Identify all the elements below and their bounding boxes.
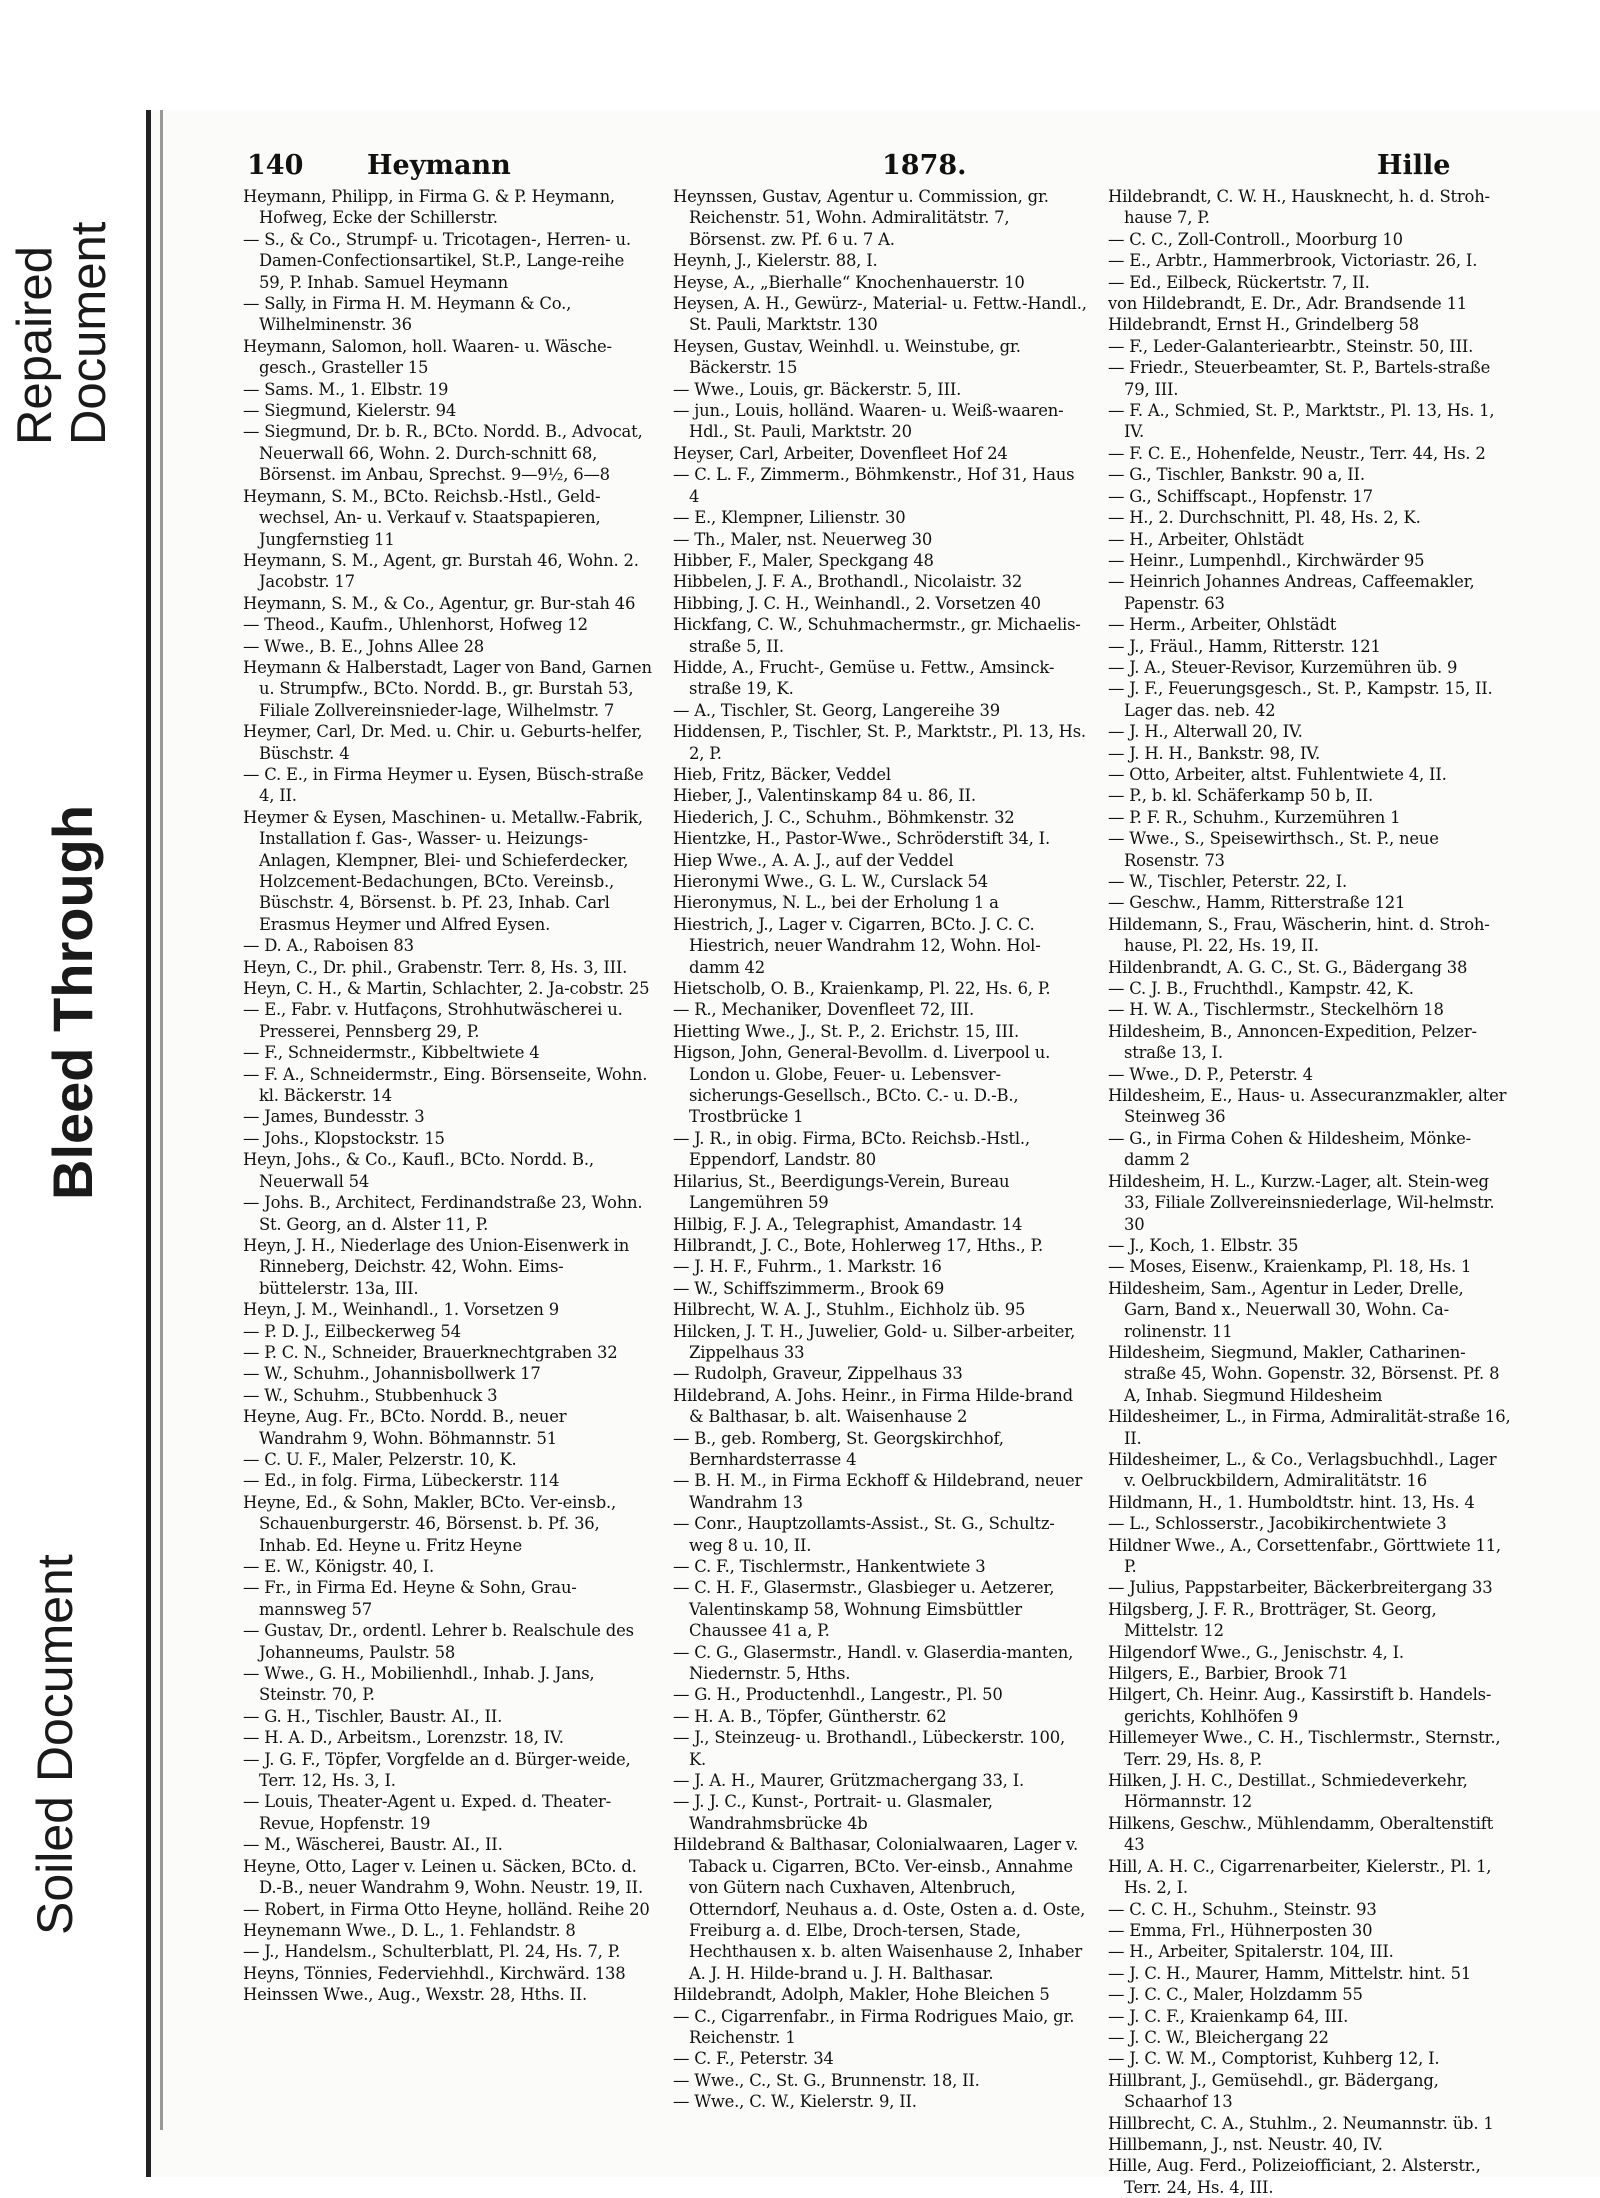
directory-entry: Hieber, J., Valentinskamp 84 u. 86, II.: [673, 786, 976, 806]
directory-entry: — Wwe., C., St. G., Brunnenstr. 18, II.: [673, 2070, 980, 2090]
directory-entry: Hildebrand, A. Johs. Heinr., in Firma Hilde-brand & Balthasar, b. alt. Waisenhause 2: [673, 1385, 1073, 1427]
directory-entry: — C. H. F., Glasermstr., Glasbieger u. Aetzerer, Valentinskamp 58, Wohnung Eimsbüttler Chaussee 41 a, P.: [673, 1578, 1055, 1641]
directory-entry: Heymann, S. M., BCto. Reichsb.-Hstl., Geld-wechsel, An- u. Verkauf v. Staatspapieren, Jungfernstieg 11: [243, 486, 601, 549]
directory-entry: Hiddensen, P., Tischler, St. P., Marktstr., Pl. 13, Hs. 2, P.: [673, 722, 1086, 763]
directory-entry: — Siegmund, Kielerstr. 94: [243, 401, 457, 421]
directory-entry: — Wwe., S., Speisewirthsch., St. P., neue Rosenstr. 73: [1108, 829, 1439, 870]
directory-entry: — H., Arbeiter, Ohlstädt: [1108, 529, 1304, 549]
running-head-left: Heymann: [367, 150, 511, 181]
directory-entry: — C. L. F., Zimmerm., Böhmkenstr., Hof 31, Haus 4: [673, 465, 1075, 506]
directory-entry: — Th., Maler, nst. Neuerweg 30: [673, 529, 933, 549]
directory-entry: Hillemeyer Wwe., C. H., Tischlermstr., Sternstr., Terr. 29, Hs. 8, P.: [1108, 1728, 1501, 1769]
directory-entry: Hietting Wwe., J., St. P., 2. Erichstr. 15, III.: [673, 1021, 1020, 1041]
directory-entry: Hildesheim, Sam., Agentur in Leder, Drelle, Garn, Band x., Neuerwall 30, Wohn. Ca-rolinenstr. 11: [1108, 1278, 1464, 1341]
directory-entry: — Friedr., Steuerbeamter, St. P., Bartels-straße 79, III.: [1108, 358, 1491, 399]
directory-entry: — J. H., Alterwall 20, IV.: [1108, 722, 1303, 742]
directory-entry: — F., Schneidermstr., Kibbeltwiete 4: [243, 1043, 540, 1063]
directory-entry: Hille, Aug. Ferd., Polizeiofficiant, 2. Alsterstr., Terr. 24, Hs. 4, III.: [1108, 2156, 1481, 2197]
directory-entry: — Rudolph, Graveur, Zippelhaus 33: [673, 1364, 963, 1384]
directory-entry: Hildebrandt, C. W. H., Hausknecht, h. d. Stroh-hause 7, P.: [1108, 187, 1490, 228]
directory-entry: — G. H., Tischler, Baustr. AI., II.: [243, 1706, 503, 1726]
directory-entry: — James, Bundesstr. 3: [243, 1107, 425, 1127]
directory-entry: — Gustav, Dr., ordentl. Lehrer b. Realschule des Johanneums, Paulstr. 58: [243, 1621, 634, 1662]
directory-entry: — C. U. F., Maler, Pelzerstr. 10, K.: [243, 1449, 517, 1469]
directory-entry: — C. F., Tischlermstr., Hankentwiete 3: [673, 1557, 986, 1576]
directory-entry: — P. D. J., Eilbeckerweg 54: [243, 1321, 461, 1341]
directory-entry: Heyn, Johs., & Co., Kaufl., BCto. Nordd. B., Neuerwall 54: [243, 1150, 594, 1191]
directory-entry: — C. C. H., Schuhm., Steinstr. 93: [1108, 1899, 1377, 1919]
directory-entry: — C. C., Zoll-Controll., Moorburg 10: [1108, 229, 1403, 249]
directory-entry: — J. A., Steuer-Revisor, Kurzemühren üb. 9: [1108, 657, 1458, 677]
directory-entry: Hildmann, H., 1. Humboldtstr. hint. 13, Hs. 4: [1108, 1492, 1475, 1512]
directory-entry: — W., Tischler, Peterstr. 22, I.: [1108, 872, 1348, 891]
directory-entry: Hildemann, S., Frau, Wäscherin, hint. d. Stroh-hause, Pl. 22, Hs. 19, II.: [1108, 914, 1490, 956]
directory-entry: Hildenbrandt, A. G. C., St. G., Bädergang 38: [1108, 957, 1468, 977]
directory-entry: Hilbrandt, J. C., Bote, Hohlerweg 17, Hths., P.: [673, 1235, 1044, 1255]
directory-entry: Heymann, Philipp, in Firma G. & P. Heymann, Hofweg, Ecke der Schillerstr.: [243, 187, 615, 228]
directory-entry: — Geschw., Hamm, Ritterstraße 121: [1108, 893, 1406, 913]
directory-columns: [243, 186, 1511, 2197]
scanned-page: [146, 110, 1600, 2197]
directory-entry: — J., Steinzeug- u. Brothandl., Lübeckerstr. 100, K.: [673, 1728, 1065, 1769]
directory-entry: Heyn, C. H., & Martin, Schlachter, 2. Ja-cobstr. 25: [243, 979, 650, 999]
directory-entry: — C. F., Peterstr. 34: [673, 2049, 834, 2069]
directory-entry: — J. C. C., Maler, Holzdamm 55: [1108, 1985, 1363, 2005]
year-heading: 1878.: [882, 150, 967, 181]
directory-entry: — F. C. E., Hohenfelde, Neustr., Terr. 44, Hs. 2: [1108, 443, 1486, 463]
directory-entry: — F., Leder-Galanteriearbtr., Steinstr. 50, III.: [1108, 336, 1474, 356]
directory-entry: — J. R., in obig. Firma, BCto. Reichsb.-Hstl., Eppendorf, Landstr. 80: [673, 1128, 1030, 1170]
directory-entry: Heysen, Gustav, Weinhdl. u. Weinstube, gr. Bäckerstr. 15: [673, 336, 1021, 378]
directory-entry: Higson, John, General-Bevollm. d. Liverpool u. London u. Globe, Feuer- u. Lebensver-sicherungs-Gesellsch., BCto. C.- u. D.-B., Trostbrücke 1: [673, 1043, 1051, 1127]
directory-entry: Hibbelen, J. F. A., Brothandl., Nicolaistr. 32: [673, 572, 1023, 592]
directory-entry: — J. G. F., Töpfer, Vorgfelde an d. Bürger-weide, Terr. 12, Hs. 3, I.: [243, 1749, 631, 1791]
directory-entry: — J., Handelsm., Schulterblatt, Pl. 24, Hs. 7, P.: [243, 1942, 621, 1962]
directory-entry: — Fr., in Firma Ed. Heyne & Sohn, Grau-mannsweg 57: [243, 1578, 577, 1619]
directory-entry: — H., 2. Durchschnitt, Pl. 48, Hs. 2, K.: [1108, 508, 1421, 528]
directory-entry: — W., Schuhm., Stubbenhuck 3: [243, 1385, 498, 1405]
directory-entry: — Siegmund, Dr. b. R., BCto. Nordd. B., Advocat, Neuerwall 66, Wohn. 2. Durch-schnitt 68, Börsenst. im Anbau, Sprechst. 9—9½, 6—8: [243, 422, 643, 485]
side-label-bleed-through: Bleed Through: [41, 804, 104, 1200]
directory-entry: — P., b. kl. Schäferkamp 50 b, II.: [1108, 786, 1374, 806]
directory-entry: — Theod., Kaufm., Uhlenhorst, Hofweg 12: [243, 615, 588, 635]
directory-entry: — E., Arbtr., Hammerbrook, Victoriastr. 26, I.: [1108, 251, 1478, 271]
directory-entry: — Johs. B., Architect, Ferdinandstraße 23, Wohn. St. Georg, an d. Alster 11, P.: [243, 1193, 643, 1234]
directory-entry: Hilgers, E., Barbier, Brook 71: [1108, 1664, 1349, 1684]
directory-entry: — Herm., Arbeiter, Ohlstädt: [1108, 615, 1337, 635]
directory-entry: — H. A. B., Töpfer, Güntherstr. 62: [673, 1706, 947, 1726]
directory-entry: Heinssen Wwe., Aug., Wexstr. 28, Hths. II.: [243, 1985, 588, 2005]
page-header: [247, 150, 1507, 190]
directory-entry: Hilgendorf Wwe., G., Jenischstr. 4, I.: [1108, 1642, 1404, 1662]
directory-entry: — C. G., Glasermstr., Handl. v. Glaserdia-manten, Niedernstr. 5, Hths.: [673, 1642, 1074, 1684]
directory-entry: Heynemann Wwe., D. L., 1. Fehlandstr. 8: [243, 1920, 576, 1940]
side-label-repaired: Repaired Document: [8, 221, 116, 445]
directory-entry: — Ed., Eilbeck, Rückertstr. 7, II.: [1108, 272, 1370, 292]
directory-entry: — J., Fräul., Hamm, Ritterstr. 121: [1108, 636, 1381, 656]
directory-entry: Heyn, C., Dr. phil., Grabenstr. Terr. 8, Hs. 3, III.: [243, 957, 628, 977]
directory-entry: Heymann & Halberstadt, Lager von Band, Garnen u. Strumpfw., BCto. Nordd. B., gr. Burstah 53, Filiale Zollvereinsnieder-lage, Wilhelmstr. 7: [243, 657, 652, 720]
directory-entry: — P. F. R., Schuhm., Kurzemühren 1: [1108, 807, 1401, 827]
column-3: [1108, 186, 1513, 2197]
directory-entry: Hildner Wwe., A., Corsettenfabr., Görttwiete 11, P.: [1108, 1535, 1501, 1576]
running-head-right: Hille: [1377, 150, 1451, 181]
directory-entry: — H. A. D., Arbeitsm., Lorenzstr. 18, IV.: [243, 1728, 564, 1748]
directory-entry: Heymer, Carl, Dr. Med. u. Chir. u. Geburts-helfer, Büschstr. 4: [243, 722, 643, 763]
directory-entry: — Julius, Pappstarbeiter, Bäckerbreitergang 33: [1108, 1578, 1493, 1598]
directory-entry: Hilbrecht, W. A. J., Stuhlm., Eichholz üb. 95: [673, 1300, 1026, 1320]
side-labels: [0, 0, 145, 2177]
directory-entry: — H., Arbeiter, Spitalerstr. 104, III.: [1108, 1942, 1394, 1962]
directory-entry: von Hildebrandt, E. Dr., Adr. Brandsende 11: [1108, 294, 1468, 314]
directory-entry: — J. H. F., Fuhrm., 1. Markstr. 16: [673, 1257, 942, 1277]
directory-entry: Heyns, Tönnies, Federviehhdl., Kirchwärd. 138: [243, 1963, 626, 1983]
directory-entry: Hickfang, C. W., Schuhmachermstr., gr. Michaelis-straße 5, II.: [673, 615, 1081, 656]
directory-entry: — C. E., in Firma Heymer u. Eysen, Büsch-straße 4, II.: [243, 764, 644, 806]
directory-entry: — J. C. W. M., Comptorist, Kuhberg 12, I.: [1108, 2049, 1440, 2069]
directory-entry: — jun., Louis, holländ. Waaren- u. Weiß-waaren-Hdl., St. Pauli, Marktstr. 20: [673, 401, 1064, 442]
directory-entry: — R., Mechaniker, Dovenfleet 72, III.: [673, 1000, 974, 1020]
directory-entry: — G. H., Productenhdl., Langestr., Pl. 50: [673, 1685, 1003, 1705]
directory-entry: Hibbing, J. C. H., Weinhandl., 2. Vorsetzen 40: [673, 593, 1041, 613]
page-edge-shadow: [160, 110, 163, 2130]
directory-entry: — J. F., Feuerungsgesch., St. P., Kampstr. 15, II. Lager das. neb. 42: [1108, 679, 1493, 720]
directory-entry: Hildesheimer, L., & Co., Verlagsbuchhdl., Lager v. Oelbruckbildern, Admiralitätstr. 16: [1108, 1449, 1497, 1491]
directory-entry: Hientzke, H., Pastor-Wwe., Schröderstift 34, I.: [673, 829, 1050, 849]
directory-entry: Hildesheim, B., Annoncen-Expedition, Pelzer-straße 13, I.: [1108, 1021, 1477, 1063]
directory-entry: Hilgert, Ch. Heinr. Aug., Kassirstift b. Handels-gerichts, Kohlhöfen 9: [1108, 1685, 1492, 1726]
directory-entry: Hilbig, F. J. A., Telegraphist, Amandastr. 14: [673, 1214, 1023, 1234]
directory-entry: — Conr., Hauptzollamts-Assist., St. G., Schultz-weg 8 u. 10, II.: [673, 1514, 1055, 1555]
directory-entry: — G., Schiffscapt., Hopfenstr. 17: [1108, 486, 1373, 506]
directory-entry: Hiederich, J. C., Schuhm., Böhmkenstr. 32: [673, 807, 1015, 827]
directory-entry: Hildesheim, E., Haus- u. Assecuranzmakler, alter Steinweg 36: [1108, 1086, 1507, 1127]
directory-entry: — S., & Co., Strumpf- u. Tricotagen-, Herren- u. Damen-Confectionsartikel, St.P., Lange-reihe 59, P. Inhab. Samuel Heymann: [243, 229, 631, 292]
directory-entry: Heyne, Aug. Fr., BCto. Nordd. B., neuer Wandrahm 9, Wohn. Böhmannstr. 51: [243, 1407, 567, 1448]
directory-entry: — Sams. M., 1. Elbstr. 19: [243, 379, 449, 399]
directory-entry: — G., Tischler, Bankstr. 90 a, II.: [1108, 465, 1365, 485]
directory-entry: — Johs., Klopstockstr. 15: [243, 1128, 445, 1148]
directory-entry: — J. J. C., Kunst-, Portrait- u. Glasmaler, Wandrahmsbrücke 4b: [673, 1792, 993, 1833]
directory-entry: — Heinrich Johannes Andreas, Caffeemakler, Papenstr. 63: [1108, 572, 1475, 613]
directory-entry: — P. C. N., Schneider, Brauerknechtgraben 32: [243, 1342, 618, 1362]
directory-entry: Hilken, J. H. C., Destillat., Schmiedeverkehr, Hörmannstr. 12: [1108, 1771, 1468, 1812]
directory-entry: Hilkens, Geschw., Mühlendamm, Oberaltenstift 43: [1108, 1813, 1494, 1855]
directory-entry: Hieronymi Wwe., G. L. W., Curslack 54: [673, 872, 988, 891]
directory-entry: Hildebrandt, Adolph, Makler, Hohe Bleichen 5: [673, 1985, 1050, 2005]
directory-entry: — C., Cigarrenfabr., in Firma Rodrigues Maio, gr. Reichenstr. 1: [673, 2006, 1075, 2047]
directory-entry: Hieronymus, N. L., bei der Erholung 1 a: [673, 893, 999, 913]
directory-entry: — Wwe., B. E., Johns Allee 28: [243, 636, 485, 656]
directory-entry: Heymer & Eysen, Maschinen- u. Metallw.-Fabrik, Installation f. Gas-, Wasser- u. Heizungs-Anlagen, Klempner, Blei- und Schieferdecker, Holzcement-Bedachungen, BCto. Vereinsb., Büschstr. 4, Börsenst. b. Pf. 23, Inhab. Carl Erasmus Heymer und Alfred Eysen.: [243, 807, 643, 934]
directory-entry: Hildesheimer, L., in Firma, Admiralität-straße 16, II.: [1108, 1407, 1511, 1448]
directory-entry: Hibber, F., Maler, Speckgang 48: [673, 550, 934, 570]
directory-entry: Heynssen, Gustav, Agentur u. Commission, gr. Reichenstr. 51, Wohn. Admiralitätstr. 7, Börsenst. zw. Pf. 6 u. 7 A.: [673, 187, 1049, 249]
directory-entry: — J. C. W., Bleichergang 22: [1108, 2027, 1329, 2047]
directory-entry: Hill, A. H. C., Cigarrenarbeiter, Kielerstr., Pl. 1, Hs. 2, I.: [1108, 1856, 1492, 1898]
directory-entry: — Ed., in folg. Firma, Lübeckerstr. 114: [243, 1471, 560, 1491]
directory-entry: Heymann, S. M., & Co., Agentur, gr. Bur-stah 46: [243, 593, 636, 613]
directory-entry: — J. C. F., Kraienkamp 64, III.: [1108, 2006, 1349, 2026]
directory-entry: — Moses, Eisenw., Kraienkamp, Pl. 18, Hs. 1: [1108, 1257, 1472, 1277]
directory-entry: — B. H. M., in Firma Eckhoff & Hildebrand, neuer Wandrahm 13: [673, 1471, 1083, 1512]
directory-entry: Heyse, A., „Bierhalle“ Knochenhauerstr. 10: [673, 272, 1025, 292]
directory-entry: — Heinr., Lumpenhdl., Kirchwärder 95: [1108, 550, 1425, 570]
directory-entry: — Sally, in Firma H. M. Heymann & Co., Wilhelminenstr. 36: [243, 294, 572, 335]
directory-entry: — E., Fabr. v. Hutfaçons, Strohhutwäscherei u. Presserei, Pennsberg 29, P.: [243, 1000, 623, 1041]
directory-entry: Heyn, J. M., Weinhandl., 1. Vorsetzen 9: [243, 1300, 559, 1320]
directory-entry: — Wwe., Louis, gr. Bäckerstr. 5, III.: [673, 379, 962, 399]
directory-entry: — M., Wäscherei, Baustr. AI., II.: [243, 1835, 503, 1855]
directory-entry: Hildebrand & Balthasar, Colonialwaaren, Lager v. Taback u. Cigarren, BCto. Ver-einsb., Annahme von Gütern nach Cuxhaven, Altenbruch, Otterndorf, Neuhaus a. d. Oste, Osten a. d. Oste, Freiburg a. d. Elbe, Droch-tersen, Stade, Hechthausen x. b. alten Waisenhause 2, Inhaber A. J. H. Hilde-brand u. J. H. Balthasar.: [673, 1835, 1086, 1983]
directory-entry: Hillbrecht, C. A., Stuhlm., 2. Neumannstr. üb. 1: [1108, 2113, 1494, 2133]
directory-entry: — J. A. H., Maurer, Grützmachergang 33, I.: [673, 1771, 1024, 1791]
directory-entry: — W., Schiffszimmerm., Brook 69: [673, 1278, 945, 1298]
directory-entry: — E. W., Königstr. 40, I.: [243, 1557, 434, 1576]
directory-entry: — A., Tischler, St. Georg, Langereihe 39: [673, 700, 1000, 720]
directory-entry: — J. H. H., Bankstr. 98, IV.: [1108, 743, 1321, 763]
directory-entry: — B., geb. Romberg, St. Georgskirchhof, Bernhardsterrasse 4: [673, 1428, 1004, 1469]
directory-entry: Hildesheim, H. L., Kurzw.-Lager, alt. Stein-weg 33, Filiale Zollvereinsniederlage, Wil-helmstr. 30: [1108, 1171, 1495, 1234]
directory-entry: Heymann, Salomon, holl. Waaren- u. Wäsche-gesch., Grasteller 15: [243, 336, 612, 378]
directory-entry: — H. W. A., Tischlermstr., Steckelhörn 18: [1108, 1000, 1444, 1020]
directory-entry: Heyne, Ed., & Sohn, Makler, BCto. Ver-einsb., Schauenburgerstr. 46, Börsenst. b. Pf. 36, Inhab. Ed. Heyne u. Fritz Heyne: [243, 1492, 617, 1555]
directory-entry: — Robert, in Firma Otto Heyne, holländ. Reihe 20: [243, 1899, 650, 1919]
directory-entry: Hilarius, St., Beerdigungs-Verein, Bureau Langemühren 59: [673, 1171, 1010, 1213]
column-1: [243, 186, 653, 2146]
directory-entry: — J. C. H., Maurer, Hamm, Mittelstr. hint. 51: [1108, 1963, 1472, 1983]
directory-entry: — W., Schuhm., Johannisbollwerk 17: [243, 1364, 541, 1384]
directory-entry: Hillbemann, J., nst. Neustr. 40, IV.: [1108, 2134, 1383, 2154]
directory-entry: Hilcken, J. T. H., Juwelier, Gold- u. Silber-arbeiter, Zippelhaus 33: [673, 1321, 1076, 1362]
directory-entry: Heyn, J. H., Niederlage des Union-Eisenwerk in Rinneberg, Deichstr. 42, Wohn. Eims-büttelerstr. 13a, III.: [243, 1235, 630, 1298]
directory-entry: Heyser, Carl, Arbeiter, Dovenfleet Hof 24: [673, 443, 1008, 463]
directory-entry: — C. J. B., Fruchthdl., Kampstr. 42, K.: [1108, 979, 1414, 999]
column-2: [673, 186, 1087, 2146]
side-label-soiled: Soiled Document: [27, 1554, 83, 1935]
directory-entry: Hildesheim, Siegmund, Makler, Catharinen-straße 45, Wohn. Gopenstr. 32, Börsenst. Pf. 8 A, Inhab. Siegmund Hildesheim: [1108, 1342, 1500, 1405]
directory-entry: Hiestrich, J., Lager v. Cigarren, BCto. J. C. C. Hiestrich, neuer Wandrahm 12, Wohn. Hol-damm 42: [673, 914, 1041, 977]
directory-entry: — D. A., Raboisen 83: [243, 936, 414, 956]
directory-entry: Hilgsberg, J. F. R., Brotträger, St. Georg, Mittelstr. 12: [1108, 1599, 1437, 1641]
directory-entry: — J., Koch, 1. Elbstr. 35: [1108, 1235, 1299, 1255]
directory-entry: — F. A., Schneidermstr., Eing. Börsenseite, Wohn. kl. Bäckerstr. 14: [243, 1064, 648, 1106]
directory-entry: — Emma, Frl., Hühnerposten 30: [1108, 1920, 1373, 1940]
directory-entry: — F. A., Schmied, St. P., Marktstr., Pl. 13, Hs. 1, IV.: [1108, 401, 1495, 442]
directory-entry: Hietscholb, O. B., Kraienkamp, Pl. 22, Hs. 6, P.: [673, 979, 1051, 999]
directory-entry: Heysen, A. H., Gewürz-, Material- u. Fettw.-Handl., St. Pauli, Marktstr. 130: [673, 294, 1087, 335]
directory-entry: Hildebrandt, Ernst H., Grindelberg 58: [1108, 315, 1419, 335]
directory-entry: Heymann, S. M., Agent, gr. Burstah 46, Wohn. 2. Jacobstr. 17: [243, 550, 639, 592]
directory-entry: Heyne, Otto, Lager v. Leinen u. Säcken, BCto. d. D.-B., neuer Wandrahm 9, Wohn. Neustr. 19, II.: [243, 1856, 643, 1898]
directory-entry: — Wwe., D. P., Peterstr. 4: [1108, 1064, 1313, 1084]
directory-entry: — G., in Firma Cohen & Hildesheim, Mönke-damm 2: [1108, 1128, 1471, 1170]
directory-entry: — L., Schlosserstr., Jacobikirchentwiete 3: [1108, 1514, 1447, 1534]
directory-entry: — Wwe., G. H., Mobilienhdl., Inhab. J. Jans, Steinstr. 70, P.: [243, 1664, 595, 1705]
directory-entry: Hieb, Fritz, Bäcker, Veddel: [673, 764, 891, 784]
directory-entry: — Wwe., C. W., Kielerstr. 9, II.: [673, 2092, 917, 2112]
directory-entry: — E., Klempner, Lilienstr. 30: [673, 508, 906, 528]
directory-entry: — Otto, Arbeiter, altst. Fuhlentwiete 4, II.: [1108, 764, 1447, 784]
directory-entry: Hidde, A., Frucht-, Gemüse u. Fettw., Amsinck-straße 19, K.: [673, 657, 1055, 699]
directory-entry: Hiep Wwe., A. A. J., auf der Veddel: [673, 850, 954, 870]
directory-entry: — Louis, Theater-Agent u. Exped. d. Theater-Revue, Hopfenstr. 19: [243, 1792, 612, 1833]
directory-entry: Hillbrant, J., Gemüsehdl., gr. Bädergang, Schaarhof 13: [1108, 2070, 1439, 2112]
directory-entry: Heynh, J., Kielerstr. 88, I.: [673, 251, 878, 271]
page-number: 140: [247, 150, 304, 181]
